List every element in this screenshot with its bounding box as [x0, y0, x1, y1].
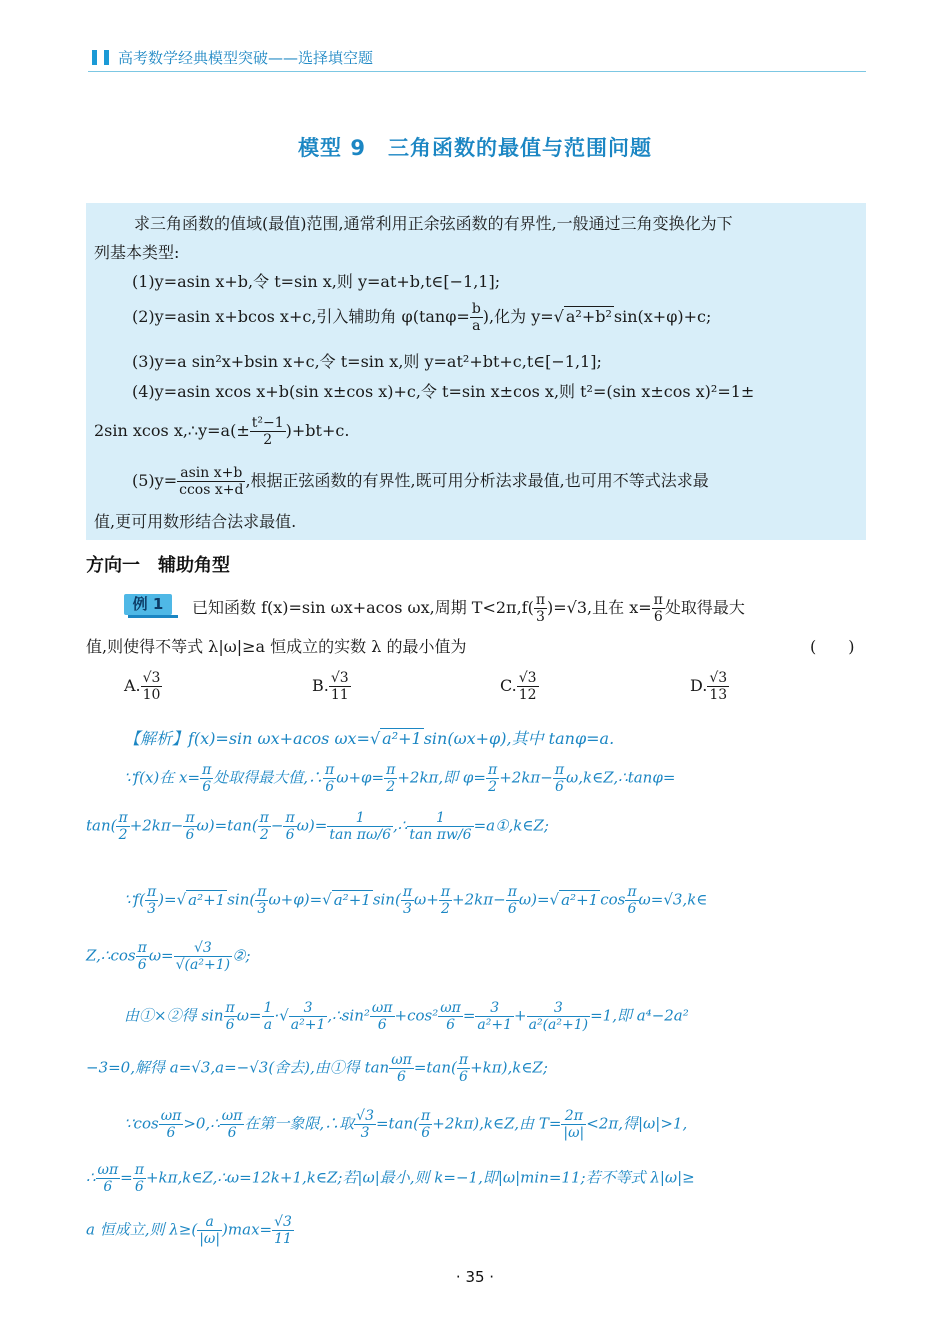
example-label: 例 1	[124, 594, 172, 615]
denominator: |ω|	[199, 1231, 221, 1247]
type-1: (1)y=asin x+b,令 t=sin x,则 y=at+b,t∈[−1,1];	[132, 272, 501, 291]
denominator: 2	[386, 779, 396, 795]
solution-line-3	[86, 810, 549, 843]
type-2-text: sin(x+φ)+c;	[613, 307, 712, 326]
denominator: 6	[446, 1017, 455, 1033]
solution-line-1: 【解析】f(x)=sin ωx+acos ωx=√ a²+1 sin(ωx+φ),其中 tanφ=a.	[124, 729, 615, 748]
numerator: π	[259, 810, 269, 826]
fraction	[145, 884, 158, 917]
numerator: π	[285, 810, 295, 826]
solution-text: ω)=tan(	[196, 816, 258, 835]
solution-line-9	[86, 1162, 695, 1195]
solution-text: ω)=	[296, 816, 328, 835]
fraction	[250, 415, 286, 448]
fraction	[96, 1162, 121, 1195]
fraction	[174, 940, 232, 973]
option-c[interactable]	[500, 670, 539, 703]
numerator: π	[421, 1108, 431, 1124]
option-b[interactable]	[312, 670, 351, 703]
fraction	[262, 1000, 275, 1033]
denominator: a²+1	[290, 1017, 326, 1033]
fraction	[534, 592, 547, 625]
fraction	[401, 884, 414, 917]
solution-text: +	[514, 1006, 527, 1025]
fraction	[258, 810, 271, 843]
fraction	[327, 810, 393, 843]
denominator: 3	[402, 901, 412, 917]
numerator: 1	[263, 1000, 273, 1016]
header-title: 高考数学经典模型突破——选择填空题	[118, 49, 374, 67]
solution-text: =tan(	[375, 1114, 420, 1133]
solution-line-8	[124, 1108, 687, 1141]
solution-text: )=	[158, 890, 177, 909]
solution-line-4: ∵f( $\frac{\pi}{3}$ )=√ a²+1 sin( $\frac{\pi}{3}$ ω+φ)=√ a²+1 sin( $\frac{\pi}{3}$ ω+ $\frac{\pi}{2}$ +2kπ− $\frac{\pi}{6}$ ω)=√ a²+1 cos $\frac{\pi}{6}$ ω=√3,k∈	[124, 884, 708, 917]
fraction	[329, 670, 351, 703]
numerator: π	[402, 884, 413, 900]
numerator: asin x+b	[177, 465, 245, 482]
numerator: π	[458, 1052, 469, 1068]
solution-text: +2kπ−	[129, 816, 184, 835]
numerator: √3	[518, 670, 537, 686]
answer-paren: ( )	[810, 637, 855, 656]
numerator: π	[257, 884, 267, 900]
fraction	[200, 762, 213, 795]
fraction	[177, 465, 245, 498]
fraction	[289, 1000, 328, 1033]
solution-text: ω=	[236, 1006, 262, 1025]
denominator: |ω|	[563, 1125, 585, 1141]
numerator: π	[507, 884, 517, 900]
solution-text: ω=	[148, 946, 174, 965]
denominator: 6	[653, 609, 663, 625]
denominator: 11	[274, 1231, 292, 1247]
fraction	[475, 1000, 514, 1033]
solution-text: 处取得最大值,∴	[213, 768, 324, 787]
solution-text: 由①×②得 sin	[124, 1006, 224, 1025]
section-title: 方向一 辅助角型	[86, 555, 230, 576]
solution-text: a 恒成立,则 λ≥(	[86, 1220, 198, 1239]
solution-text: )max=	[222, 1220, 273, 1239]
radicand: a²+1	[382, 729, 422, 748]
fraction	[439, 884, 452, 917]
numerator: √3	[174, 940, 232, 957]
fraction	[224, 1000, 237, 1033]
denominator: 13	[709, 687, 728, 703]
fraction	[457, 1052, 470, 1085]
solution-text: ω)=	[518, 890, 550, 909]
numerator: π	[185, 810, 195, 826]
solution-text: =	[120, 1168, 133, 1187]
denominator: 12	[518, 687, 537, 703]
fraction	[220, 1108, 245, 1141]
fraction	[625, 884, 638, 917]
fraction	[283, 810, 296, 843]
denominator: 3	[535, 609, 545, 625]
header-bar-icon	[104, 50, 109, 65]
numerator: b	[471, 301, 481, 317]
denominator: ccos x+d	[179, 482, 244, 498]
option-label: D.	[690, 676, 708, 695]
option-d[interactable]	[690, 670, 729, 703]
numerator: π	[554, 762, 565, 778]
numerator: 1	[327, 810, 393, 827]
denominator: 6	[421, 1125, 431, 1141]
numerator: π	[202, 762, 212, 778]
solution-text: ,∴	[393, 816, 408, 835]
fraction	[652, 592, 665, 625]
option-label: A.	[124, 676, 141, 695]
radicand: a²+1	[188, 890, 226, 909]
fraction	[354, 1108, 376, 1141]
fraction	[116, 810, 129, 843]
denominator: tan πω/6	[329, 827, 391, 843]
numerator: 2π	[561, 1108, 586, 1125]
denominator: tan πw/6	[409, 827, 472, 843]
solution-line-2	[124, 762, 675, 795]
numerator: t²−1	[251, 415, 284, 431]
solution-text: ∵f(	[124, 890, 145, 909]
fraction	[183, 810, 196, 843]
denominator: 2	[488, 779, 498, 795]
solution-text: ω=√3,k∈	[638, 890, 708, 909]
type-3: (3)y=a sin²x+bsin x+c,令 t=sin x,则 y=at²+bt+c,t∈[−1,1];	[132, 352, 602, 371]
solution-text: =tan(	[413, 1058, 457, 1077]
fraction	[384, 762, 397, 795]
question-text: )=√3,且在 x=	[547, 598, 652, 617]
denominator: 6	[185, 827, 195, 843]
solution-text: ,∴sin²	[327, 1006, 370, 1025]
numerator: π	[627, 884, 637, 900]
denominator: 2	[118, 827, 128, 843]
numerator: ωπ	[97, 1162, 119, 1178]
denominator: 6	[507, 901, 517, 917]
question-text: 处取得最大	[664, 598, 745, 617]
solution-text: ω+φ)=	[268, 890, 323, 909]
numerator: ωπ	[221, 1108, 243, 1124]
question-line-2: 值,则使得不等式 λ|ω|≥a 恒成立的实数 λ 的最小值为	[86, 637, 467, 656]
type-4-cont	[94, 415, 349, 448]
type-4-text: 2sin xcos x,∴y=a(±	[94, 421, 250, 440]
option-label: B.	[312, 676, 329, 695]
solution-line-6: 由①×②得 sin $\frac{\pi}{6}$ ω= $\frac{1}{a}$ ·√ $\frac{3}{\text{a²+1}}$ ,∴sin² $\frac{\omega\pi}{6}$ +cos² $\frac{\omega\pi}{6}$ = $\frac{3}{\text{a²+1}}$ + $\frac{3}{\text{a²(a²+1)}}$ =1,即 a⁴−2a²	[124, 1000, 689, 1033]
solution-text: >0,∴	[183, 1114, 220, 1133]
fraction	[517, 670, 539, 703]
solution-text: sin(ωx+φ),其中 tanφ=a.	[423, 729, 615, 748]
type-5-text: (5)y=	[132, 471, 178, 490]
denominator: 6	[166, 1125, 176, 1141]
denominator: 6	[627, 901, 637, 917]
fraction	[470, 301, 483, 334]
denominator: 6	[137, 957, 147, 973]
running-header	[88, 46, 866, 72]
denominator: 2	[259, 827, 269, 843]
denominator: a	[472, 318, 481, 334]
type-4-text: )+bt+c.	[285, 421, 350, 440]
denominator: 3	[257, 901, 267, 917]
denominator: 6	[227, 1125, 237, 1141]
denominator: 6	[134, 1179, 144, 1195]
solution-text: +2kπ−	[452, 890, 506, 909]
intro-line: 列基本类型:	[94, 243, 180, 262]
solution-text: ω,k∈Z,∴tanφ=	[566, 768, 676, 787]
denominator: 10	[142, 687, 161, 703]
solution-text: −	[270, 816, 284, 835]
radicand: a²+b²	[565, 307, 612, 326]
denominator: 3	[147, 901, 157, 917]
header-bar-icon	[92, 50, 97, 65]
denominator: a²(a²+1)	[528, 1017, 589, 1033]
intro-line: 求三角函数的值域(最值)范围,通常利用正余弦函数的有界性,一般通过三角变换化为下	[134, 214, 733, 233]
denominator: 6	[459, 1069, 468, 1085]
solution-text: 在第一象限,∴取	[244, 1114, 355, 1133]
fraction	[407, 810, 473, 843]
solution-text: +2kπ,即 φ=	[397, 768, 486, 787]
numerator: π	[225, 1000, 235, 1016]
solution-text: +2kπ),k∈Z,由 T=	[432, 1114, 562, 1133]
option-label: C.	[500, 676, 517, 695]
type-4: (4)y=asin xcos x+b(sin x±cos x)+c,令 t=sin x±cos x,则 t²=(sin x±cos x)²=1±	[132, 382, 755, 401]
numerator: π	[386, 762, 396, 778]
summary-box	[86, 203, 866, 540]
solution-text: −3=0,解得 a=√3,a=−√3(舍去),由①得 tan	[86, 1058, 390, 1077]
numerator: ωπ	[440, 1000, 461, 1016]
denominator: 2	[440, 901, 450, 917]
denominator: √(a²+1)	[175, 957, 231, 973]
fraction	[159, 1108, 184, 1141]
fraction	[506, 884, 519, 917]
type-2: (2)y=asin x+bcos x+c,引入辅助角 φ(tanφ= $\frac{b}{a}$ ),化为 y=√ a²+b² sin(x+φ)+c;	[132, 301, 712, 334]
solution-line-7	[86, 1052, 548, 1085]
numerator: √3	[274, 1214, 292, 1230]
fraction	[136, 940, 149, 973]
radicand: a²+1	[333, 890, 371, 909]
numerator: π	[137, 940, 147, 956]
numerator: π	[146, 884, 157, 900]
denominator: 6	[103, 1179, 113, 1195]
solution-text: +kπ,k∈Z,∴ω=12k+1,k∈Z;若|ω|最小,则 k=−1,即|ω|min=11;若不等式 λ|ω|≥	[145, 1168, 695, 1187]
denominator: 6	[225, 1017, 235, 1033]
denominator: 6	[285, 827, 295, 843]
numerator: 1	[407, 810, 473, 827]
fraction	[370, 1000, 395, 1033]
option-a[interactable]	[124, 670, 162, 703]
numerator: 3	[475, 1000, 514, 1017]
numerator: ωπ	[160, 1108, 182, 1124]
solution-text: ω+φ=	[336, 768, 385, 787]
solution-text: ·	[274, 1006, 280, 1025]
type-5	[132, 465, 709, 498]
fraction	[707, 670, 729, 703]
denominator: 6	[325, 779, 335, 795]
page-number: · 35 ·	[455, 1268, 495, 1286]
solution-text: =	[462, 1006, 476, 1025]
fraction	[323, 762, 336, 795]
solution-text: tan(	[86, 816, 117, 835]
solution-text: Z,∴cos	[86, 946, 136, 965]
numerator: 3	[527, 1000, 590, 1017]
solution-text: ∵f(x)在 x=	[124, 768, 201, 787]
radicand: a²+1	[561, 890, 599, 909]
solution-text: sin(	[227, 890, 256, 909]
denominator: 3	[360, 1125, 370, 1141]
fraction	[133, 1162, 146, 1195]
fraction	[419, 1108, 432, 1141]
numerator: √3	[142, 670, 161, 686]
solution-text: ω+	[414, 890, 439, 909]
denominator: 6	[377, 1017, 387, 1033]
numerator: π	[535, 592, 546, 608]
solution-text: cos	[600, 890, 626, 909]
fraction	[197, 1214, 222, 1247]
fraction	[553, 762, 566, 795]
numerator: ωπ	[371, 1000, 393, 1016]
solution-text: =1,即 a⁴−2a²	[590, 1006, 689, 1025]
solution-line-10	[86, 1214, 294, 1247]
fraction	[389, 1052, 414, 1085]
type-5-cont: 值,更可用数形结合法求最值.	[94, 512, 297, 531]
solution-text: ∵cos	[124, 1114, 159, 1133]
solution-text: =a①,k∈Z;	[473, 816, 549, 835]
numerator: π	[440, 884, 451, 900]
solution-text: <2π,得|ω|>1,	[586, 1114, 688, 1133]
question-line-1	[192, 592, 745, 625]
fraction	[272, 1214, 294, 1247]
denominator: 6	[397, 1069, 406, 1085]
solution-text: 【解析】f(x)=sin ωx+acos ωx=	[124, 729, 370, 748]
numerator: π	[325, 762, 335, 778]
numerator: π	[653, 592, 663, 608]
fraction	[255, 884, 268, 917]
numerator: √3	[330, 670, 349, 686]
question-text: 已知函数 f(x)=sin ωx+acos ωx,周期 T<2π,f(	[192, 598, 534, 617]
fraction	[527, 1000, 590, 1033]
solution-text: ②;	[232, 946, 251, 965]
solution-text: +2kπ−	[499, 768, 553, 787]
fraction	[141, 670, 163, 703]
numerator: π	[488, 762, 498, 778]
denominator: a²+1	[477, 1017, 513, 1033]
numerator: π	[134, 1162, 144, 1178]
solution-text: +cos²	[394, 1006, 439, 1025]
denominator: 6	[202, 779, 212, 795]
numerator: π	[118, 810, 128, 826]
model-title: 模型 9 三角函数的最值与范围问题	[298, 136, 652, 160]
solution-line-5	[86, 940, 251, 973]
fraction	[561, 1108, 586, 1141]
denominator: a	[263, 1017, 273, 1033]
numerator: ωπ	[391, 1052, 412, 1068]
fraction	[438, 1000, 463, 1033]
solution-text: sin(	[372, 890, 401, 909]
numerator: 3	[289, 1000, 328, 1017]
denominator: 11	[330, 687, 349, 703]
solution-text: +kπ),k∈Z;	[470, 1058, 548, 1077]
denominator: 2	[263, 432, 273, 448]
denominator: 6	[554, 779, 564, 795]
type-5-text: ,根据正弦函数的有界性,既可用分析法求最值,也可用不等式法求最	[245, 471, 709, 490]
type-2-text: ),化为 y=	[482, 307, 554, 326]
type-2-text: (2)y=asin x+bcos x+c,引入辅助角 φ(tanφ=	[132, 307, 470, 326]
solution-text: ∴	[86, 1168, 96, 1187]
fraction	[486, 762, 499, 795]
numerator: √3	[709, 670, 728, 686]
numerator: √3	[356, 1108, 374, 1124]
numerator: a	[197, 1214, 222, 1231]
